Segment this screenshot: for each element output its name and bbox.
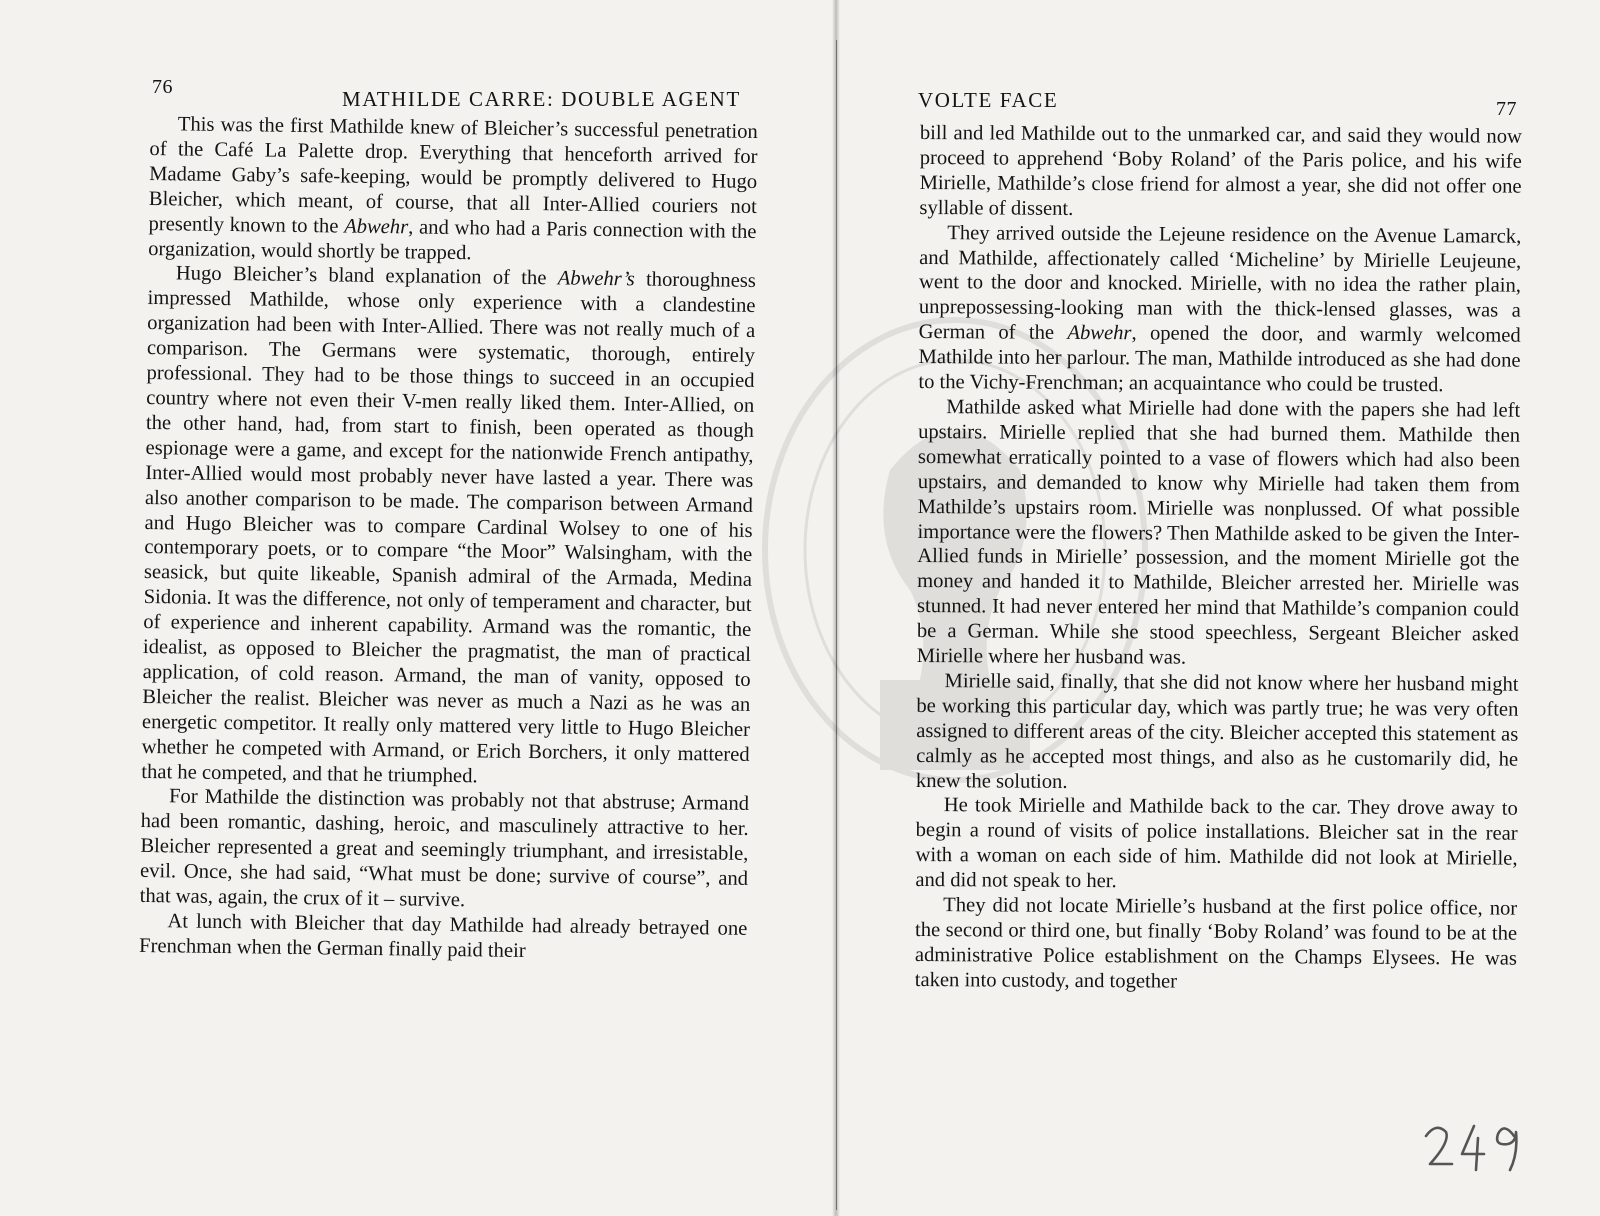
paragraph: For Mathilde the distinction was probably not that abstruse; Armand had been romantic, dashing, heroic, and masculinely attractive to her. Bleicher represented a great and seemingly triumphant, and irresistable, evil. Once, she had said, “What must be done; survive of course”, and that was, again, the crux of it – survive. xyxy=(139,785,750,912)
handwritten-page-annotation xyxy=(1418,1118,1538,1178)
right-page-number: 77 xyxy=(1496,98,1517,120)
book-gutter-line xyxy=(836,40,837,1210)
left-page-number: 76 xyxy=(152,76,173,98)
paragraph: He took Mirielle and Mathilde back to the car. They drove away to begin a round of visits of police installations. Bleicher sat in the rear with a woman on each side of him. Mathilde did not look at Mirielle, and did not speak to her. xyxy=(915,794,1518,893)
paragraph: Mathilde asked what Mirielle had done with the papers she had left upstairs. Mirielle replied that she had burned them. Mathilde then somewhat erratically pointed to a vase of flowers which had also been upstairs, and demanded to know why Mirielle had taken them from Mathilde’s upstairs room. Mirielle was nonplussed. Of what possible importance were the flowers? Then Mathilde asked to be given the Inter-Allied funds in Mirielle’ possession, and the moment Mirielle got the money and handed it to Mathilde, Bleicher arrested her. Mirielle was stunned. It had never entered her mind that Mathilde’s companion could be a German. While she stood speechless, Sergeant Bleicher asked Mirielle where her husband was. xyxy=(916,396,1521,669)
right-page-body xyxy=(915,121,1522,996)
right-running-head: VOLTE FACE xyxy=(918,88,1059,112)
paragraph: At lunch with Bleicher that day Mathilde had already betrayed one Frenchman when the German finally paid their xyxy=(138,910,748,962)
paragraph: bill and led Mathilde out to the unmarked car, and said they would now proceed to apprehend ‘Boby Roland’ of the Paris police, and his wife Mirielle, Mathilde’s close friend for almost a year, she did not offer one syllable of dissent. xyxy=(919,121,1522,220)
right-page xyxy=(840,0,1600,1216)
left-running-head: MATHILDE CARRE: DOUBLE AGENT xyxy=(342,87,741,111)
left-page-body xyxy=(139,112,758,967)
paragraph: They arrived outside the Lejeune residence on the Avenue Lamarck, and Mathilde, affectionately called ‘Micheline’ by Mirielle Leujeune, went to the door and knocked. Mirielle, with no idea the rather plain, unprepossessing-looking man with the thick-lensed glasses, was a German of the Abwehr, opened the door, and warmly welcomed Mathilde into her parlour. The man, Mathilde introduced as she had done to the Vichy-Frenchman; an acquaintance who could be trusted. xyxy=(918,221,1522,397)
paragraph: Mirielle said, finally, that she did not know where her husband might be working this particular day, which was partly true; he was very often assigned to different areas of the city. Bleicher accepted this statement as calmly as he accepted most things, and also as he customarily did, he knew the solution. xyxy=(915,670,1519,793)
paragraph: This was the first Mathilde knew of Bleicher’s successful penetration of the Café La Palette drop. Everything that henceforth arrived for Madame Gaby’s safe-keeping, would be promptly delivered to Hugo Bleicher, which meant, of course, that all Inter-Allied couriers not presently known to the Abwehr, and who had a Paris connection with the organization, would shortly be trapped. xyxy=(148,113,758,264)
paragraph: Hugo Bleicher’s bland explanation of the Abwehr’s thoroughness impressed Mathilde, whose only experience with a clandestine organization had been with Inter-Allied. There was not really much of a comparison. The Germans were systematic, thorough, entirely professional. They had to be those things to succeed in an occupied country where not even their V-men really liked them. Inter-Allied, on the other hand, had, from start to finish, been operated as though espionage were a game, and except for the nationwide French antipathy, Inter-Allied would most probably never have lasted a year. There was also another comparison to be made. The comparison between Armand and Hugo Bleicher was to compare Cardinal Wolsey to one of his contemporary poets, or to compare “the Moor” Walsingham, with the seasick, but quite likeable, Spanish admiral of the Armada, Medina Sidonia. It was the difference, not only of temperament and character, but of experience and inherent capability. Armand was the romantic, the idealist, as opposed to Bleicher the pragmatist, the man of practical application, of cold reason. Armand, the man of vanity, opposed to Bleicher the realist. Bleicher was never as much a Nazi as he was an energetic competitor. It really only mattered very little to Hugo Bleicher whether he competed with Armand, or Erich Borchers, it only mattered that he competed, and that he triumphed. xyxy=(141,262,756,787)
paragraph: They did not locate Mirielle’s husband at the first police office, nor the second or third one, but finally ‘Boby Roland’ was found to be at the administrative Police establishment on the Champs Elysees. He was taken into custody, and together xyxy=(914,894,1518,993)
